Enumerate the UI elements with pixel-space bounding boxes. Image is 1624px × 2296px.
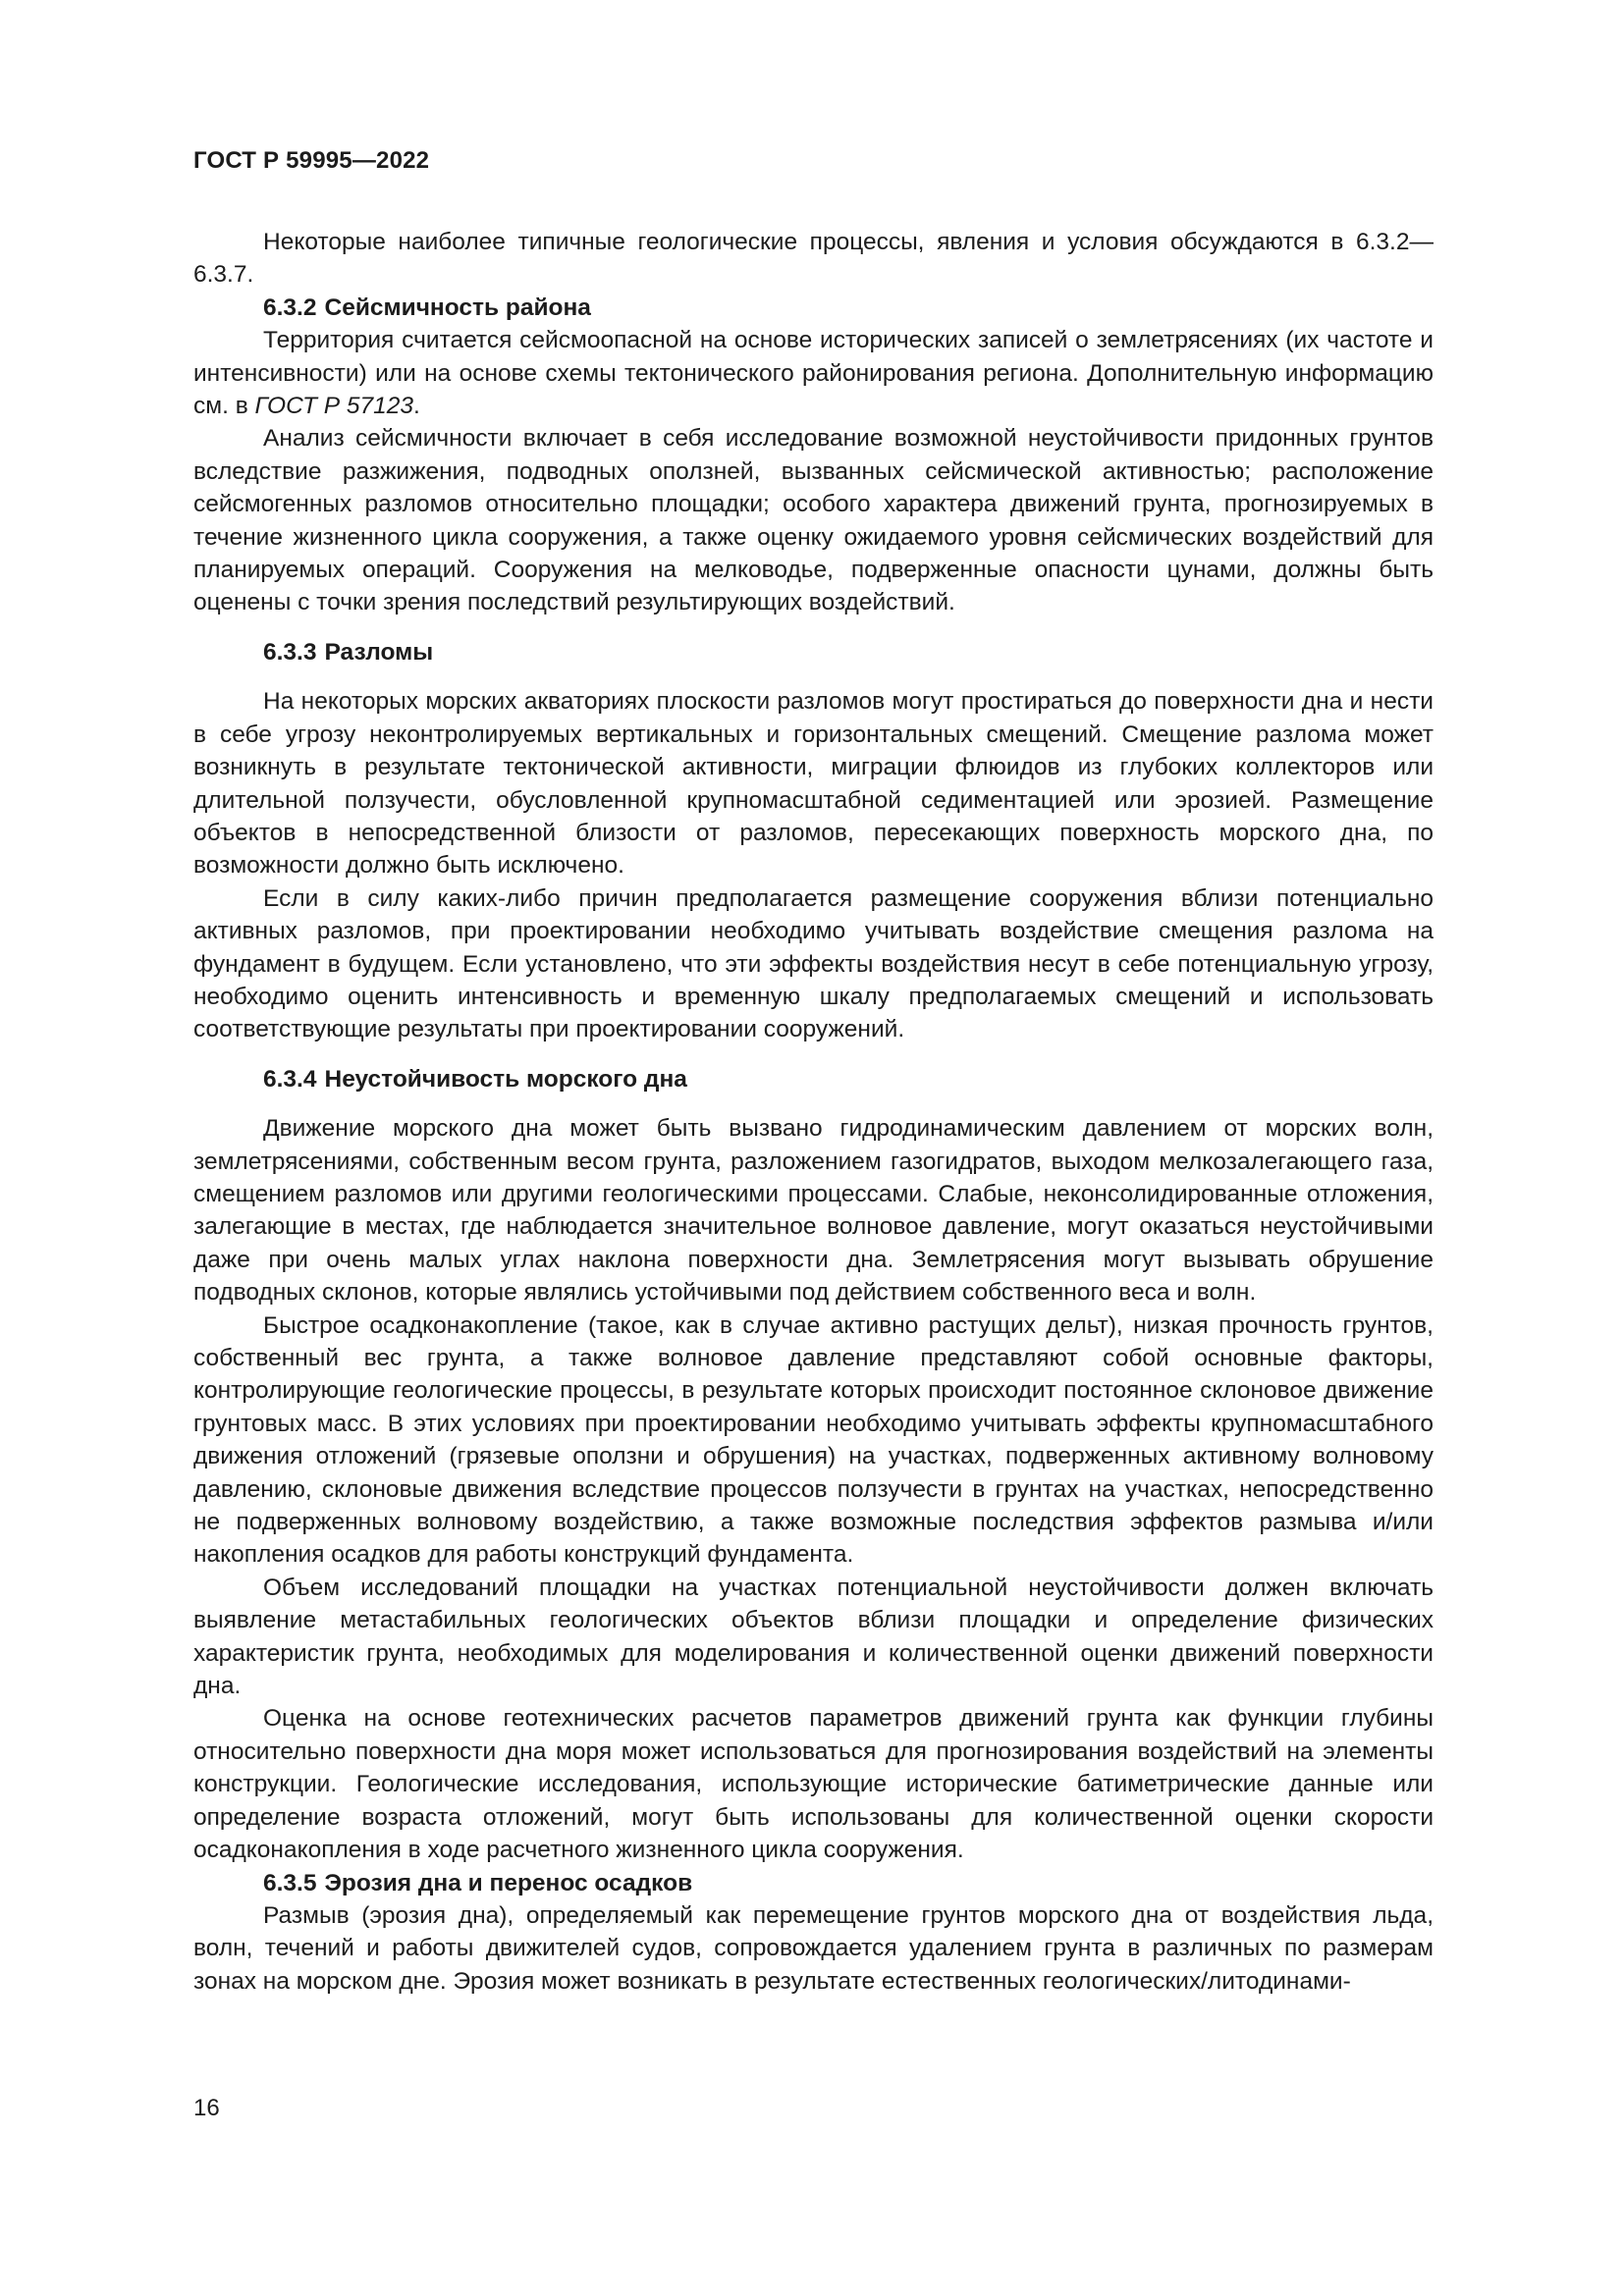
paragraph-end: . — [413, 393, 420, 420]
section-title: Эрозия дна и перенос осадков — [324, 1869, 693, 1896]
paragraph: Оценка на основе геотехнических расчетов параметров движений грунта как функции глубины относительно поверхности дна моря может использоваться для прогнозирования воздействий на элементы конструкции. Геологические исследования, использующие исторические батиметрические данные или определение возраста отложений, могут быть использованы для количественной оценки скорости осадконакопления в ходе расчетного жизненного цикла сооружения. — [193, 1705, 1434, 1864]
paragraph: Движение морского дна может быть вызвано гидродинамическим давлением от морских волн, землетрясениями, собственным весом грунта, разложением газогидратов, выходом мелкозалегающего газа, смещением разломов или другими геологическими процессами. Слабые, неконсолидированные отложения, залегающие в местах, где наблюдается значительное волновое давление, могут оказаться неустойчивыми даже при очень малых углах наклона поверхности дна. Землетрясения могут вызывать обрушение подводных склонов, которые являлись устойчивыми под действием собственного веса и волн. — [193, 1115, 1434, 1307]
paragraph — [193, 324, 1434, 422]
section-title: Разломы — [324, 638, 434, 666]
section-number: 6.3.4 — [263, 1065, 317, 1093]
section-title: Сейсмичность района — [324, 294, 591, 321]
section-title: Неустойчивость морского дна — [324, 1065, 687, 1093]
document-code-header: ГОСТ Р 59995—2022 — [193, 147, 430, 174]
paragraph: Объем исследований площадки на участках потенциальной неустойчивости должен включать выявление метастабильных геологических объектов вблизи площадки и определение физических характеристик грунта, необходимых для моделирования и количественной оценки движений поверхности дна. — [193, 1574, 1434, 1700]
page-number: 16 — [193, 2095, 220, 2121]
section-heading-6-3-3 — [193, 636, 1434, 668]
standard-reference: ГОСТ Р 57123 — [254, 393, 414, 420]
paragraph: Если в силу каких-либо причин предполагается размещение сооружения вблизи потенциально активных разломов, при проектировании необходимо учитывать воздействие смещения разлома на фундамент в будущем. Если установлено, что эти эффекты воздействия несут в себе потенциальную угрозу, необходимо оценить интенсивность и временную шкалу предполагаемых смещений и использовать соответствующие результаты при проектировании сооружений. — [193, 884, 1434, 1043]
paragraph: Анализ сейсмичности включает в себя исследование возможной неустойчивости придонных грунтов вследствие разжижения, подводных оползней, вызванных сейсмической активностью; расположение сейсмогенных разломов относительно площадки; особого характера движений грунта, прогнозируемых в течение жизненного цикла сооружения, а также оценку ожидаемого уровня сейсмических воздействий для планируемых операций. Сооружения на мелководье, подверженные опасности цунами, должны быть оценены с точки зрения последствий результирующих воздействий. — [193, 425, 1434, 616]
section-number: 6.3.5 — [263, 1869, 317, 1896]
section-number: 6.3.3 — [263, 638, 317, 666]
section-number: 6.3.2 — [263, 294, 317, 321]
intro-paragraph: Некоторые наиболее типичные геологические процессы, явления и условия обсуждаются в 6.3.2—6.3.7. — [193, 229, 1434, 289]
paragraph: Размыв (эрозия дна), определяемый как перемещение грунтов морского дна от воздействия льда, волн, течений и работы движителей судов, сопровождается удалением грунта в различных по размерам зонах на морском дне. Эрозия может возникать в результате естественных геологических/литодинами- — [193, 1901, 1434, 1995]
paragraph: На некоторых морских акваториях плоскости разломов могут простираться до поверхности дна и нести в себе угрозу неконтролируемых вертикальных и горизонтальных смещений. Смещение разлома может возникнуть в результате тектонической активности, миграции флюидов из глубоких коллекторов или длительной ползучести, обусловленной крупномасштабной седиментацией или эрозией. Размещение объектов в непосредственной близости от разломов, пересекающих поверхность морского дна, по возможности должно быть исключено. — [193, 688, 1434, 880]
section-heading-6-3-5 — [193, 1867, 1434, 1899]
section-heading-6-3-2 — [193, 292, 1434, 324]
paragraph: Быстрое осадконакопление (такое, как в случае активно растущих дельт), низкая прочность грунтов, собственный вес грунта, а также волновое давление представляют собой основные факторы, контролирующие геологические процессы, в результате которых происходит постоянное склоновое движение грунтовых масс. В этих условиях при проектировании необходимо учитывать эффекты крупномасштабного движения отложений (грязевые оползни и обрушения) на участках, подверженных активному волновому давлению, склоновые движения вследствие процессов ползучести в грунтах на участках, непосредственно не подверженных волновому воздействию, а также возможные последствия эффектов размыва и/или накопления осадков для работы конструкций фундамента. — [193, 1311, 1434, 1569]
document-body — [193, 226, 1434, 1998]
paragraph-text: Территория считается сейсмоопасной на основе исторических записей о землетрясениях (их частоте и интенсивности) или на основе схемы тектонического районирования региона. Дополнительную информацию см. в — [193, 327, 1434, 420]
section-heading-6-3-4 — [193, 1063, 1434, 1095]
